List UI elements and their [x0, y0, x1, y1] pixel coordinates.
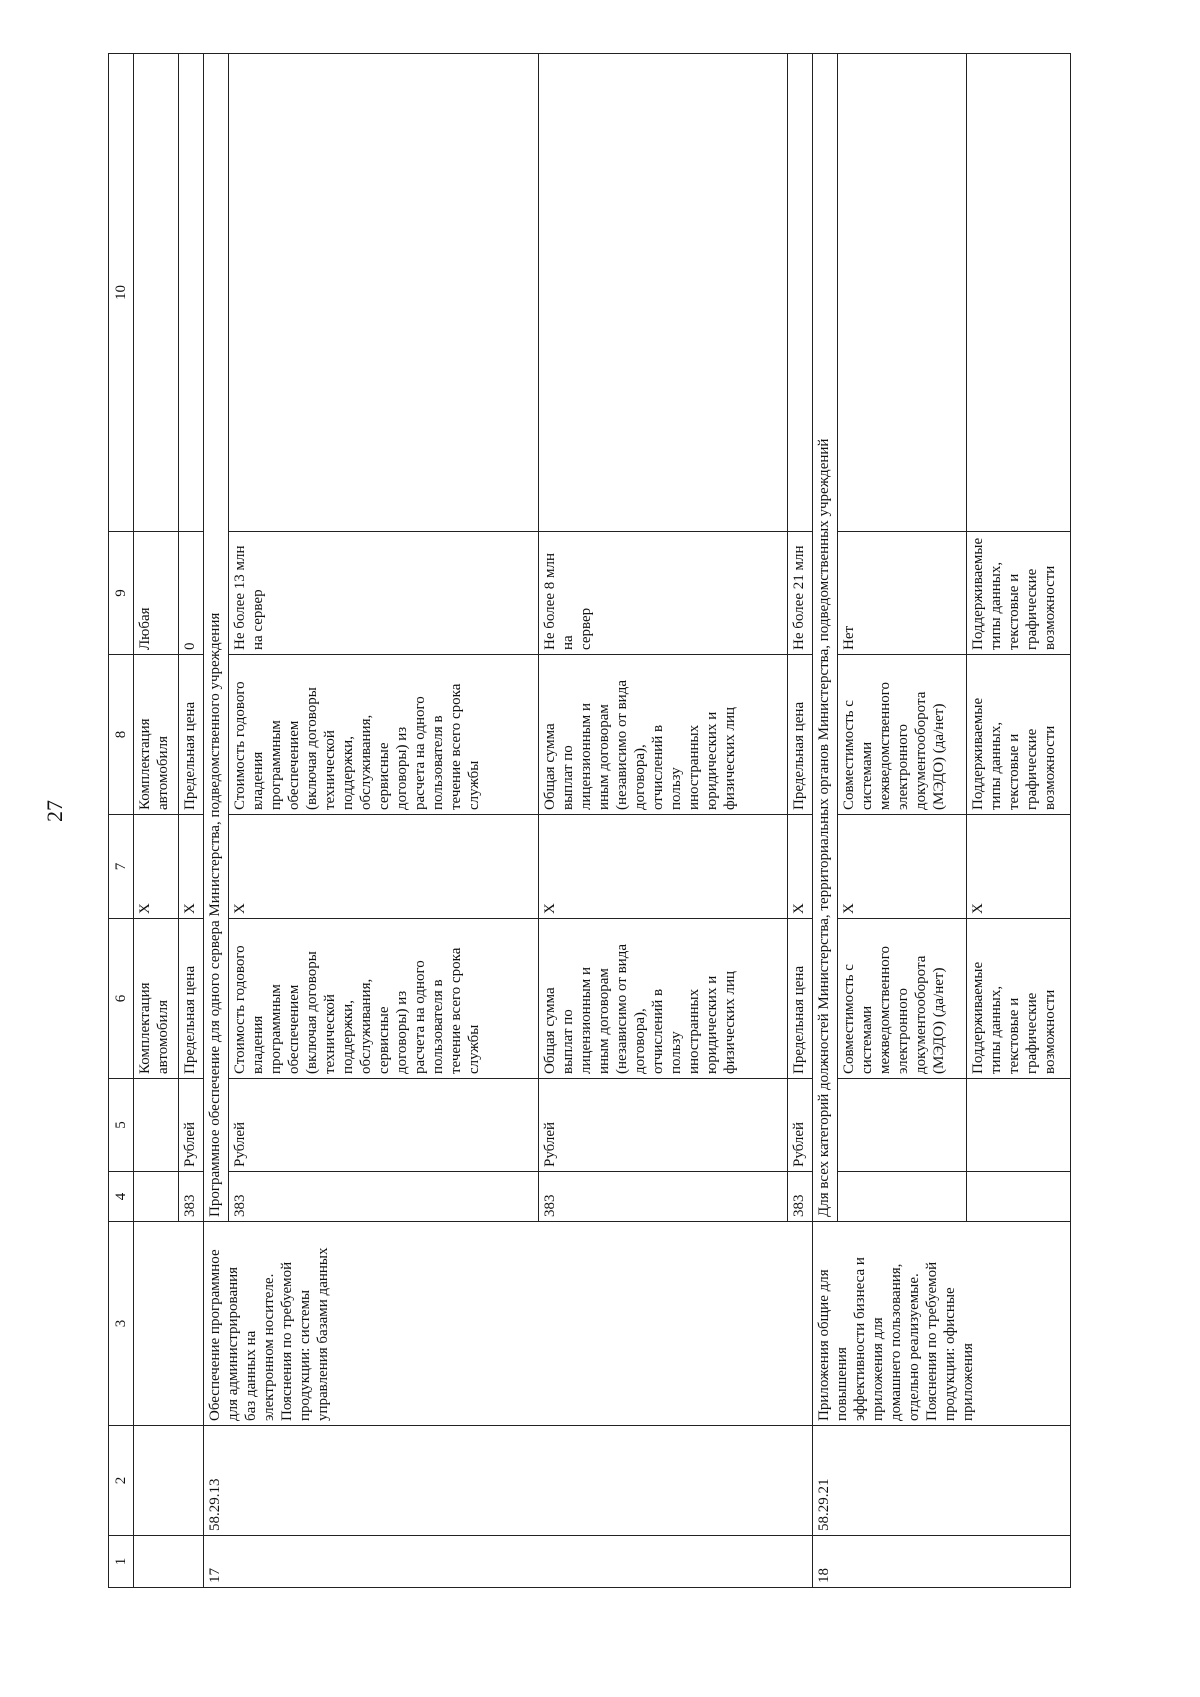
table-cell: [967, 1079, 1071, 1172]
table-cell: Рублей: [229, 1079, 539, 1172]
col-header: 1: [109, 1536, 134, 1588]
section-heading: Для всех категорий должностей Министерства, территориальных органов Министерства, подведомственных учреждений: [813, 54, 838, 1222]
table-cell: 383: [788, 1172, 813, 1222]
table-cell: Предельная цена: [178, 919, 203, 1079]
col-header: 6: [109, 919, 134, 1079]
table-cell: Предельная цена: [788, 655, 813, 815]
table-cell: Общая сумма выплат по лицензионным и иным договорам (независимо от вида договора), отчислений в пользу иностранных юридических и физических лиц: [539, 655, 788, 815]
section-heading: Программное обеспечение для одного сервера Министерства, подведомственного учреждения: [203, 54, 228, 1222]
table-cell: Общая сумма выплат по лицензионным и иным договорам (независимо от вида договора), отчислений в пользу иностранных юридических и физических лиц: [539, 919, 788, 1079]
table-cell: [134, 1536, 204, 1588]
col-header: 5: [109, 1079, 134, 1172]
table-cell: [788, 54, 813, 532]
table-cell: Совместимость с системами межведомственного электронного документооборота (МЭДО) (да/нет): [838, 919, 967, 1079]
table-cell: Х: [788, 815, 813, 919]
table-cell: Предельная цена: [788, 919, 813, 1079]
table-cell: Рублей: [788, 1079, 813, 1172]
table-cell: Х: [539, 815, 788, 919]
table-cell: Х: [229, 815, 539, 919]
product-name: Обеспечение программное для администрирования баз данных на электронном носителе. Пояснения по требуемой продукции: системы управления базами данных: [203, 1222, 812, 1426]
table-cell: 383: [178, 1172, 203, 1222]
table-cell: Нет: [838, 532, 967, 655]
col-header: 9: [109, 532, 134, 655]
table-cell: [178, 54, 203, 532]
rotated-table-wrapper: [108, 53, 1071, 1588]
table-cell: Х: [134, 815, 179, 919]
row-number: 17: [203, 1536, 812, 1588]
table-cell: [967, 54, 1071, 532]
table-cell: [134, 1172, 179, 1222]
table-cell: [539, 54, 788, 532]
table-cell: Поддерживаемые типы данных, текстовые и графические возможности: [967, 919, 1071, 1079]
table-cell: Не более 21 млн: [788, 532, 813, 655]
col-header: 10: [109, 54, 134, 532]
product-name: Приложения общие для повышения эффективности бизнеса и приложения для домашнего пользования, отдельно реализуемые. Пояснения по требуемой продукции: офисные приложения: [813, 1222, 1071, 1426]
table-cell: [967, 1172, 1071, 1222]
okpd-code: 58.29.13: [203, 1426, 812, 1536]
table-cell: Предельная цена: [178, 655, 203, 815]
table-cell: [838, 1172, 967, 1222]
col-header: 7: [109, 815, 134, 919]
requirements-table: [108, 53, 1071, 1588]
col-header: 2: [109, 1426, 134, 1536]
table-cell: Любая: [134, 532, 179, 655]
okpd-code: 58.29.21: [813, 1426, 1071, 1536]
col-header: 8: [109, 655, 134, 815]
table-cell: Не более 8 млн на сервер: [539, 532, 788, 655]
table-cell: Х: [178, 815, 203, 919]
table-cell: Поддерживаемые типы данных, текстовые и графические возможности: [967, 532, 1071, 655]
table-cell: Поддерживаемые типы данных, текстовые и графические возможности: [967, 655, 1071, 815]
table-cell: Х: [967, 815, 1071, 919]
table-cell: Х: [838, 815, 967, 919]
table-cell: 383: [539, 1172, 788, 1222]
table-cell: [229, 54, 539, 532]
table-cell: [134, 54, 179, 532]
table-row: [203, 54, 228, 1588]
table-cell: Стоимость годового владения программным обеспечением (включая договоры технической поддержки, обслуживания, сервисные договоры) из расчета на одного пользователя в течение всего срока службы: [229, 655, 539, 815]
page-number: 27: [42, 800, 67, 822]
table-cell: Не более 13 млн на сервер: [229, 532, 539, 655]
table-cell: [134, 1079, 179, 1172]
table-cell: 383: [229, 1172, 539, 1222]
table-row: [134, 54, 179, 1588]
table-cell: Комплектация автомобиля: [134, 655, 179, 815]
table-cell: [134, 1222, 204, 1426]
table-cell: Комплектация автомобиля: [134, 919, 179, 1079]
header-row: [109, 54, 134, 1588]
table-cell: 0: [178, 532, 203, 655]
table-cell: Совместимость с системами межведомственного электронного документооборота (МЭДО) (да/нет): [838, 655, 967, 815]
table-row: [813, 54, 838, 1588]
table-cell: Рублей: [178, 1079, 203, 1172]
table-cell: [838, 54, 967, 532]
table-cell: Стоимость годового владения программным обеспечением (включая договоры технической поддержки, обслуживания, сервисные договоры) из расчета на одного пользователя в течение всего срока службы: [229, 919, 539, 1079]
table-cell: [838, 1079, 967, 1172]
col-header: 3: [109, 1222, 134, 1426]
table-cell: [134, 1426, 204, 1536]
col-header: 4: [109, 1172, 134, 1222]
table-cell: Рублей: [539, 1079, 788, 1172]
row-number: 18: [813, 1536, 1071, 1588]
